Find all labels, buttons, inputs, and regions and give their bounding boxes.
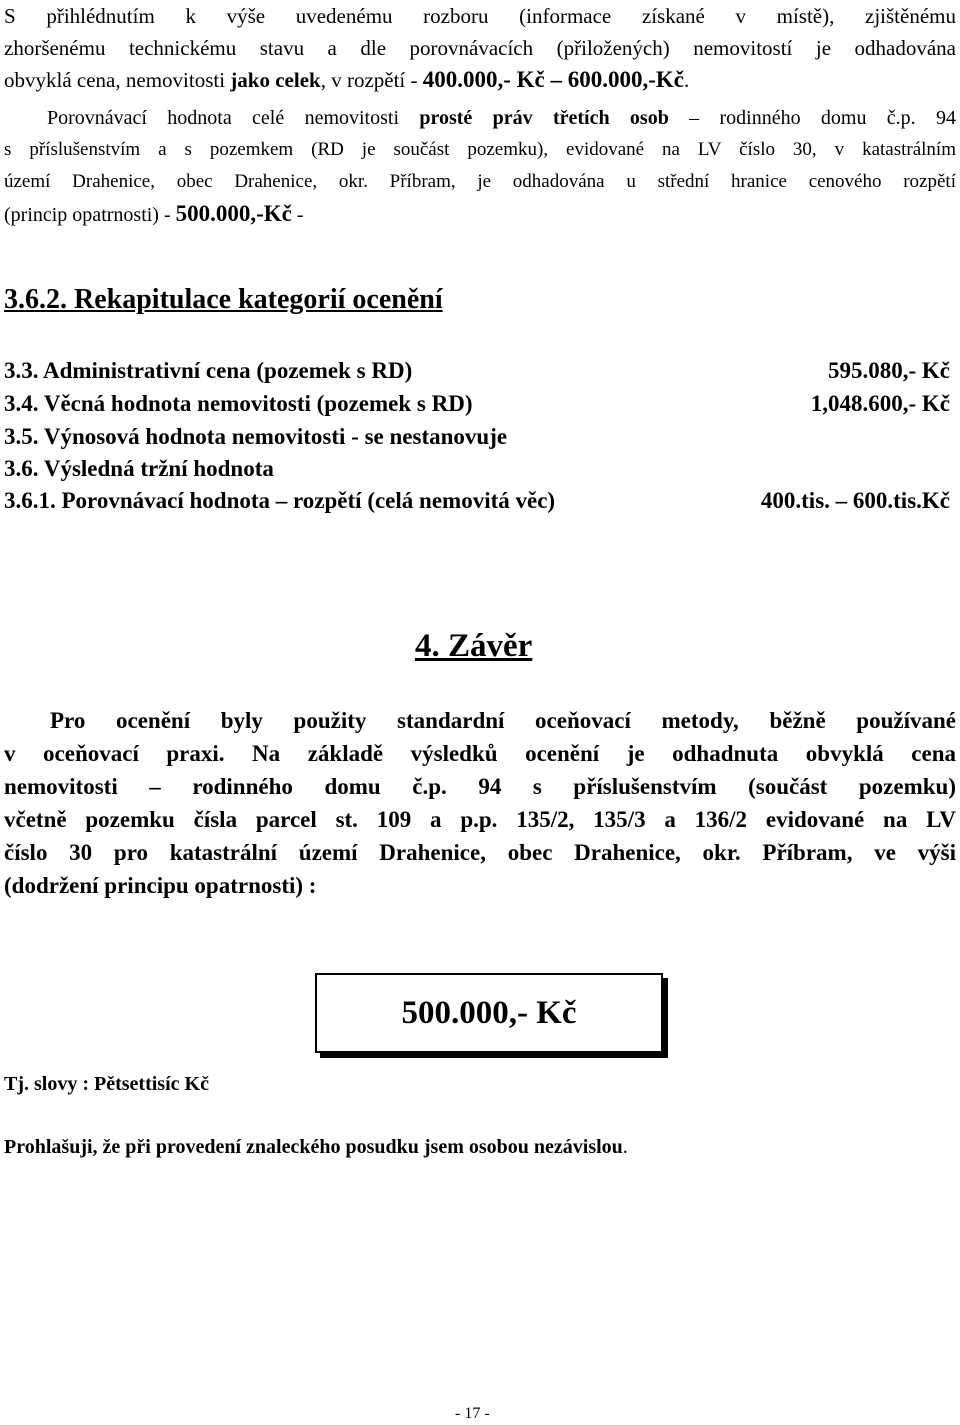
- recap-title: 3.6.2. Rekapitulace kategorií ocenění: [4, 284, 443, 315]
- comparison-text: Porovnávací hodnota celé nemovitosti: [47, 107, 420, 129]
- recap-row: [4, 488, 950, 514]
- recap-row: [4, 424, 950, 450]
- comparison-paragraph: [4, 102, 956, 230]
- intro-text: .: [684, 68, 690, 92]
- conclusion-line: nemovitosti – rodinného domu č.p. 94 s příslušenstvím (součást pozemku): [4, 774, 956, 799]
- comparison-line-3: území Drahenice, obec Drahenice, okr. Příbram, je odhadována u střední hranice cenového rozpětí: [4, 171, 956, 192]
- page-number: - 17 -: [455, 1405, 490, 1422]
- final-amount: 500.000,- Kč: [401, 994, 577, 1031]
- declaration-text: Prohlašuji, že při provedení znaleckého posudku jsem osobou nezávislou: [4, 1136, 623, 1158]
- intro-paragraph: [4, 0, 956, 96]
- final-amount-box: [315, 973, 663, 1053]
- conclusion-line: číslo 30 pro katastrální území Drahenice, obec Drahenice, okr. Příbram, ve výši: [4, 840, 956, 865]
- recap-row: [4, 391, 950, 417]
- intro-line-2: zhoršenému technickému stavu a dle porovnávacích (přiložených) nemovitostí je odhadována: [4, 36, 956, 60]
- amount-in-words: Tj. slovy : Pětsettisíc Kč: [4, 1073, 209, 1095]
- recap-label: 3.5. Výnosová hodnota nemovitosti - se nestanovuje: [4, 424, 508, 449]
- intro-text: , v rozpětí -: [320, 68, 423, 92]
- conclusion-line: v oceňovací praxi. Na základě výsledků ocenění je odhadnuta obvyklá cena: [4, 741, 956, 766]
- declaration-period: .: [622, 1136, 628, 1158]
- recap-label: 3.6.1. Porovnávací hodnota – rozpětí (celá nemovitá věc): [4, 488, 556, 513]
- recap-value: 400.tis. – 600.tis.Kč: [760, 488, 950, 513]
- intro-price-range: 400.000,- Kč – 600.000,-Kč: [422, 67, 685, 92]
- intro-line-1: S přihlédnutím k výše uvedenému rozboru (informace získané v místě), zjištěnému: [4, 4, 956, 28]
- recap-value: 595.080,- Kč: [827, 358, 950, 383]
- recap-label: 3.4. Věcná hodnota nemovitosti (pozemek s RD): [4, 391, 473, 416]
- conclusion-line: (dodržení principu opatrnosti) :: [4, 873, 317, 898]
- conclusion-line: včetně pozemku čísla parcel st. 109 a p.p. 135/2, 135/3 a 136/2 evidované na LV: [4, 807, 956, 832]
- recap-label: 3.6. Výsledná tržní hodnota: [4, 456, 274, 481]
- comparison-text: – rodinného domu č.p. 94: [668, 107, 956, 129]
- independence-declaration: [4, 1136, 628, 1159]
- intro-text: obvyklá cena, nemovitosti: [4, 68, 231, 92]
- comparison-line-4: [4, 198, 956, 230]
- conclusion-line: Pro ocenění byly použity standardní oceňovací metody, běžně používané: [50, 708, 956, 733]
- recap-row: [4, 456, 950, 482]
- comparison-line-2: s příslušenstvím a s pozemkem (RD je součást pozemku), evidované na LV číslo 30, v katastrálním: [4, 139, 956, 160]
- recap-row: [4, 358, 950, 384]
- comparison-emphasis: prosté práv třetích osob: [419, 107, 669, 129]
- conclusion-title: 4. Závěr: [415, 628, 533, 664]
- comparison-price: 500.000,-Kč: [175, 201, 292, 226]
- intro-line-3: [4, 64, 956, 96]
- recap-value: 1,048.600,- Kč: [810, 391, 950, 416]
- recap-label: 3.3. Administrativní cena (pozemek s RD): [4, 358, 413, 383]
- intro-emphasis: jako celek: [230, 68, 321, 92]
- comparison-text: (princip opatrnosti) -: [4, 204, 176, 226]
- comparison-line-1: [4, 102, 956, 134]
- conclusion-paragraph: [4, 704, 956, 902]
- comparison-text: -: [291, 204, 304, 226]
